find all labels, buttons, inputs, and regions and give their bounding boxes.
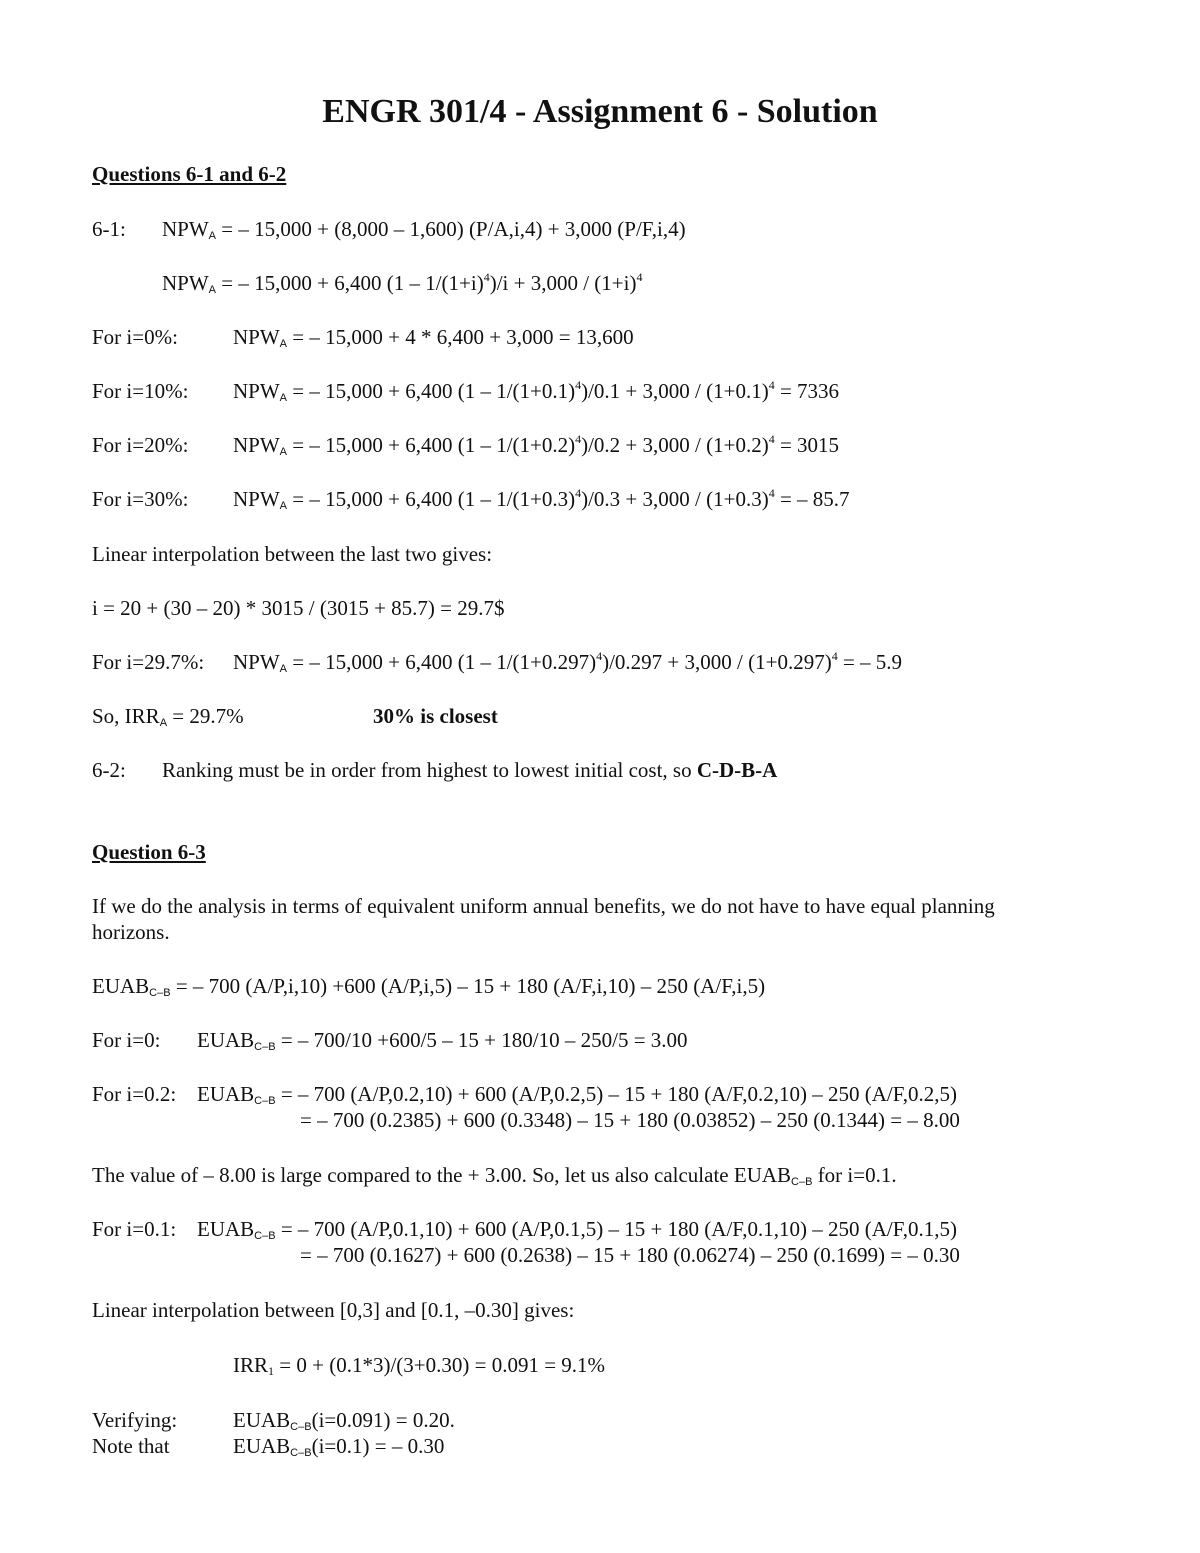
i02-label: For i=0.2: xyxy=(92,1082,177,1106)
q1-label: 6-1: xyxy=(92,217,126,241)
i02-expr-line2: = – 700 (0.2385) + 600 (0.3348) – 15 + 180 (0.03852) – 250 (0.1344) = – 8.00 xyxy=(300,1108,960,1132)
check-label: For i=29.7%: xyxy=(92,650,205,674)
note-label: Note that xyxy=(92,1434,170,1458)
q1-equation-line1: $NPW_A$ = – 15,000 + (8,000 – 1,600) (P/A,i,4) + 3,000 (P/F,i,4) xyxy=(162,217,686,242)
q2-explanation: Ranking must be in order from highest to lowest initial cost, so xyxy=(162,758,692,782)
case-label-0: For i=0%: xyxy=(92,325,178,349)
i02-expr-line1: $EUAB_{C-B}$ = – 700 (A/P,0.2,10) + 600 (A/P,0.2,5) – 15 + 180 (A/F,0.2,10) – 250 (A/F,0.2,5) xyxy=(197,1082,958,1107)
case-label-2: For i=20%: xyxy=(92,433,189,457)
interpolation2-text: Linear interpolation between [0,3] and [0.1, –0.30] gives: xyxy=(92,1298,575,1322)
intro-line2: horizons. xyxy=(92,920,170,944)
euab-equation: $EUAB_{C-B}$ = – 700 (A/P,i,10) +600 (A/P,i,5) – 15 + 180 (A/F,i,10) – 250 (A/F,i,5) xyxy=(92,974,766,999)
intro-line1: If we do the analysis in terms of equivalent uniform annual benefits, we do not have to have equal planning xyxy=(92,894,995,918)
q2-answer: C-D-B-A xyxy=(696,758,778,782)
irr1-equation: $IRR_1 = 0 + (0.1*3)/(3+0.30) = 0.091 = 9.1\%$ xyxy=(233,1353,606,1378)
i0-label: For i=0: xyxy=(92,1028,161,1052)
closest-answer: 30% is closest xyxy=(373,704,498,728)
irr-result: So, $IRR_A = 29.7\%$ xyxy=(92,704,244,729)
case-label-1: For i=10%: xyxy=(92,379,189,403)
interpolation-text: Linear interpolation between the last two gives: xyxy=(92,542,493,566)
section-heading-6-3: Question 6-3 xyxy=(92,840,206,864)
interpolation-equation: i = 20 + (30 – 20) * 3015 / (3015 + 85.7) = 29.7$ xyxy=(92,596,505,620)
verify-label: Verifying: xyxy=(92,1408,178,1432)
check-expr: $NPW_A$ = – 15,000 + 6,400 $(1 - 1/(1+0.297)^4)/0.297 + 3,000 / (1+0.297)^4$ = – 5.9 xyxy=(233,649,903,675)
i01-label: For i=0.1: xyxy=(92,1217,177,1241)
q2-label: 6-2: xyxy=(92,758,126,782)
case-expr-0: $NPW_A$ = – 15,000 + 4 * 6,400 + 3,000 = 13,600 xyxy=(233,325,634,350)
q1-equation-line2: $NPW_A$ = – 15,000 + 6,400 $(1 - 1/(1+i)^4)/i + 3,000 / (1+i)^4$ xyxy=(162,270,643,296)
case-expr-1: $NPW_A$ = – 15,000 + 6,400 $(1 - 1/(1+0.1)^4)/0.1 + 3,000 / (1+0.1)^4 = 7336$ xyxy=(233,378,840,404)
compare-text: The value of – 8.00 is large compared to the + 3.00. So, let us also calculate $EUAB_{C-B}$ for i=0.1. xyxy=(92,1163,897,1188)
verify-expr: $EUAB_{C-B}(i=0.091) = 0.20$. xyxy=(233,1408,455,1433)
i01-expr-line2: = – 700 (0.1627) + 600 (0.2638) – 15 + 180 (0.06274) – 250 (0.1699) = – 0.30 xyxy=(300,1243,960,1267)
case-expr-2: $NPW_A$ = – 15,000 + 6,400 $(1 - 1/(1+0.2)^4)/0.2 + 3,000 / (1+0.2)^4 = 3015$ xyxy=(233,432,840,458)
section-heading-6-1-6-2: Questions 6-1 and 6-2 xyxy=(92,162,287,186)
i0-expr: $EUAB_{C-B}$ = – 700/10 +600/5 – 15 + 180/10 – 250/5 = 3.00 xyxy=(197,1028,688,1053)
i01-expr-line1: $EUAB_{C-B}$ = – 700 (A/P,0.1,10) + 600 (A/P,0.1,5) – 15 + 180 (A/F,0.1,10) – 250 (A/F,0.1,5) xyxy=(197,1217,958,1242)
case-label-3: For i=30%: xyxy=(92,487,189,511)
q2-text xyxy=(162,757,777,783)
case-expr-3: $NPW_A$ = – 15,000 + 6,400 $(1 - 1/(1+0.3)^4)/0.3 + 3,000 / (1+0.3)^4$ = – 85.7 xyxy=(233,486,850,512)
note-expr: $EUAB_{C-B}(i=0.1)$ = – 0.30 xyxy=(233,1434,445,1459)
page-title: ENGR 301/4 - Assignment 6 - Solution xyxy=(322,93,878,130)
